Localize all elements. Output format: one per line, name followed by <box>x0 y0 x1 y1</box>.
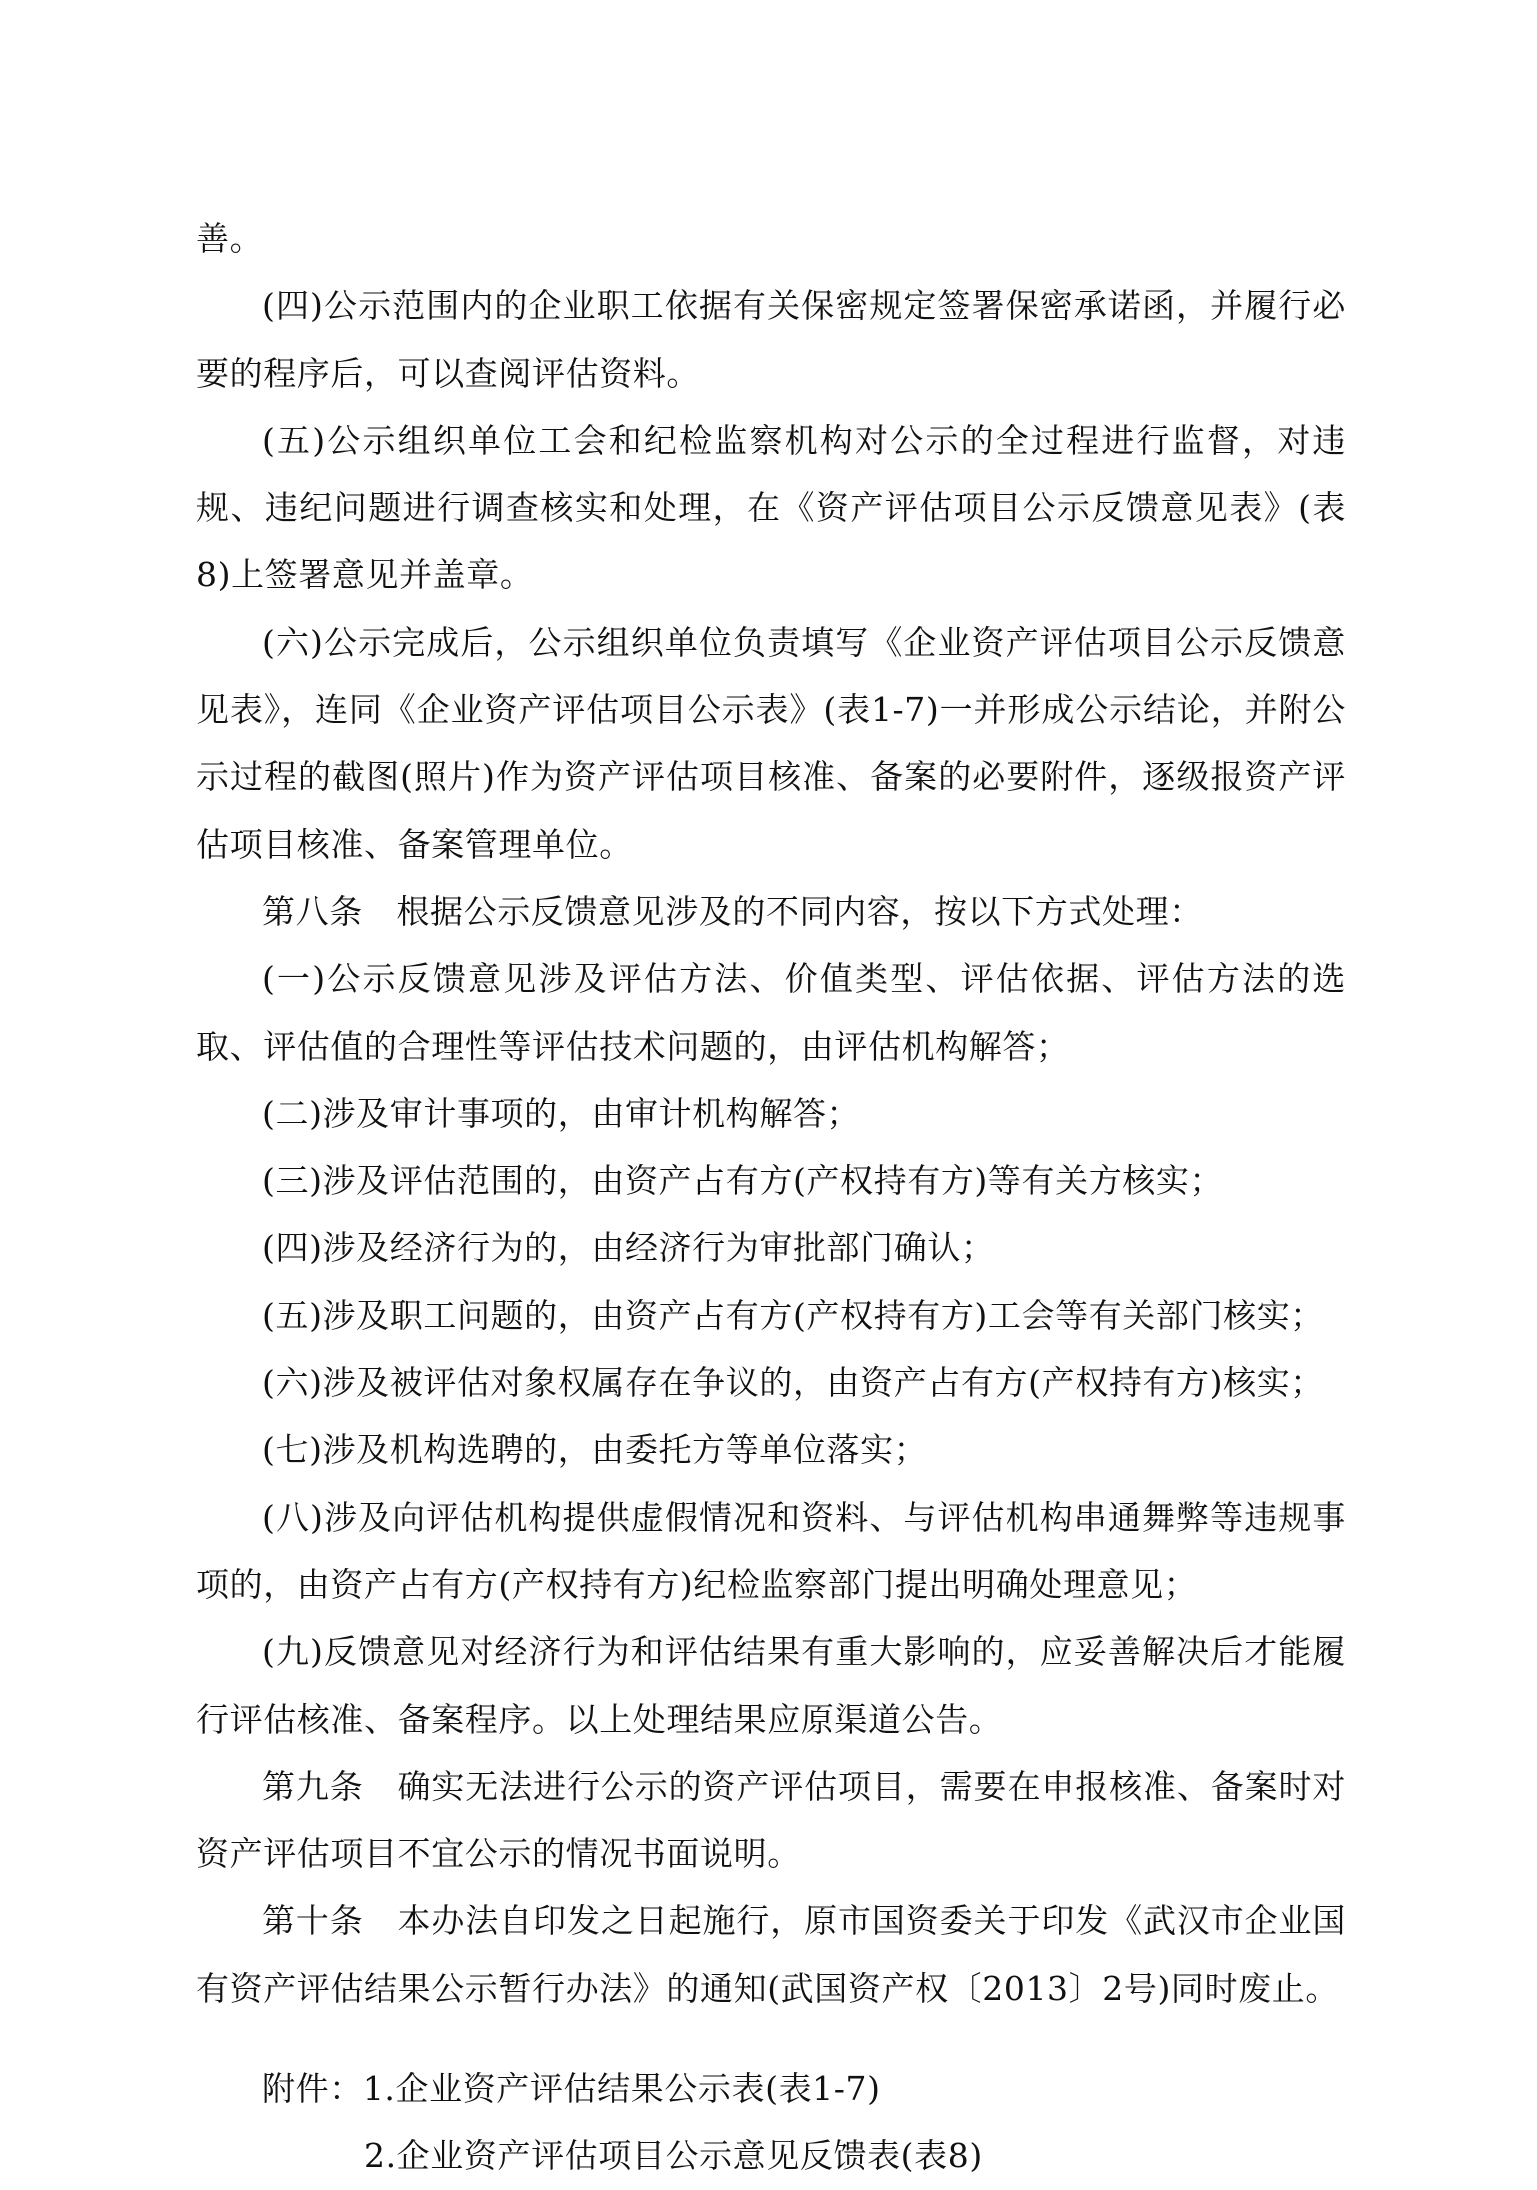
attachment-line-1 <box>196 2055 1346 2122</box>
article-8-item-4: (四)涉及经济行为的，由经济行为审批部门确认； <box>262 1228 995 1268</box>
article-9: 第九条 确实无法进行公示的资产评估项目，需要在申报核准、备案时对资产评估项目不宜公示的情况书面说明。 <box>196 1766 1346 1874</box>
article-8-item-1: (一)公示反馈意见涉及评估方法、价值类型、评估依据、评估方法的选取、评估值的合理性等评估技术问题的，由评估机构解答； <box>196 959 1346 1066</box>
article-10: 第十条 本办法自印发之日起施行，原市国资委关于印发《武汉市企业国有资产评估结果公示暂行办法》的通知(武国资产权〔2013〕2号)同时废止。 <box>196 1901 1346 2008</box>
article-8: 第八条 根据公示反馈意见涉及的不同内容，按以下方式处理： <box>262 891 1203 931</box>
attachment-line-2 <box>196 2122 1346 2189</box>
article-8-item-6: (六)涉及被评估对象权属存在争议的，由资产占有方(产权持有方)核实； <box>262 1363 1324 1403</box>
article-8-item-9: (九)反馈意见对经济行为和评估结果有重大影响的，应妥善解决后才能履行评估核准、备案程序。以上处理结果应原渠道公告。 <box>196 1632 1346 1739</box>
paragraph-continuation: 善。 <box>196 219 264 258</box>
attachments-label: 附件： <box>262 2069 363 2109</box>
article-8-item-8: (八)涉及向评估机构提供虚假情况和资料、与评估机构串通舞弊等违规事项的，由资产占有方(产权持有方)纪检监察部门提出明确处理意见； <box>196 1497 1346 1604</box>
article-8-item-5: (五)涉及职工问题的，由资产占有方(产权持有方)工会等有关部门核实； <box>262 1295 1324 1335</box>
attachments-list <box>196 2055 1346 2190</box>
spacer <box>196 2022 1346 2055</box>
attachment-item-2: 2.企业资产评估项目公示意见反馈表(表8) <box>364 2136 983 2176</box>
paragraph-item-6: (六)公示完成后，公示组织单位负责填写《企业资产评估项目公示反馈意见表》，连同《企业资产评估项目公示表》(表1-7)一并形成公示结论，并附公示过程的截图(照片)作为资产评估项目核准、备案的必要附件，逐级报资产评估项目核准、备案管理单位。 <box>196 622 1346 864</box>
document-body <box>196 205 1346 2190</box>
attachment-item-1: 1.企业资产评估结果公示表(表1-7) <box>362 2069 881 2109</box>
article-8-item-2: (二)涉及审计事项的，由审计机构解答； <box>262 1093 861 1133</box>
paragraph-item-4: (四)公示范围内的企业职工依据有关保密规定签署保密承诺函，并履行必要的程序后，可以查阅评估资料。 <box>196 286 1346 393</box>
paragraph-item-5: (五)公示组织单位工会和纪检监察机构对公示的全过程进行监督，对违规、违纪问题进行调查核实和处理，在《资产评估项目公示反馈意见表》(表8)上签署意见并盖章。 <box>196 420 1346 595</box>
article-8-item-3: (三)涉及评估范围的，由资产占有方(产权持有方)等有关方核实； <box>262 1161 1224 1201</box>
article-8-item-7: (七)涉及机构选聘的，由委托方等单位落实； <box>262 1430 928 1470</box>
